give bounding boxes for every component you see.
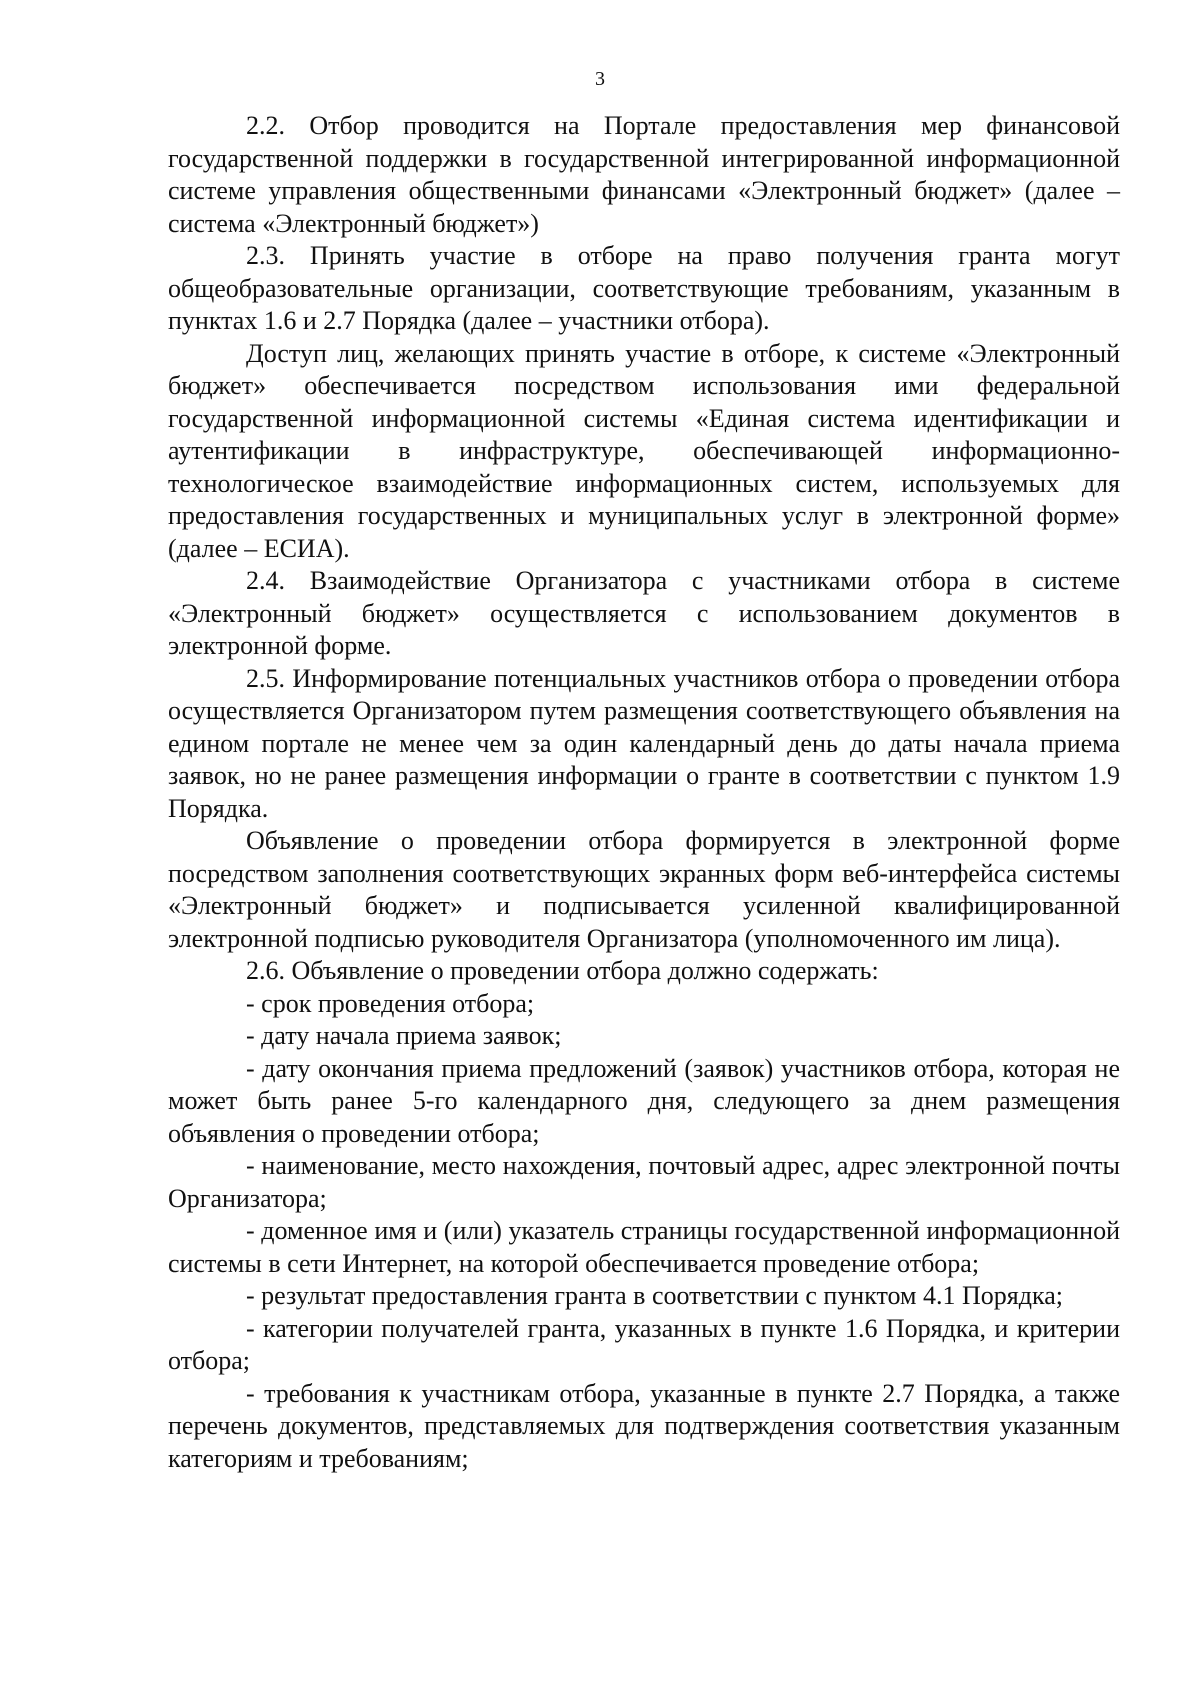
list-item: - доменное имя и (или) указатель страницы государственной информационной системы в сети Интернет, на которой обеспечивается проведение отбора; [168, 1216, 1120, 1278]
paragraph-esia-access: Доступ лиц, желающих принять участие в отборе, к системе «Электронный бюджет» обеспечивается посредством использования ими федеральной государственной информационной системы «Единая система идентификации и аутентификации в инфраструктуре, обеспечивающей информационно-технологическое взаимодействие информационных систем, используемых для предоставления государственных и муниципальных услуг в электронной форме» (далее – ЕСИА). [168, 338, 1120, 563]
list-item: - срок проведения отбора; [246, 988, 535, 1018]
list-item: - наименование, место нахождения, почтовый адрес, адрес электронной почты Организатора; [168, 1151, 1120, 1213]
paragraph-2-6: 2.6. Объявление о проведении отбора должно содержать: [246, 956, 879, 985]
paragraph-announcement-form: Объявление о проведении отбора формируется в электронной форме посредством заполнения соответствующих экранных форм веб-интерфейса системы «Электронный бюджет» и подписывается усиленной квалифицированной электронной подписью руководителя Организатора (уполномоченного им лица). [168, 826, 1120, 953]
paragraph-2-4: 2.4. Взаимодействие Организатора с участниками отбора в системе «Электронный бюджет» осуществляется с использованием документов в электронной форме. [168, 566, 1120, 660]
list-item: - требования к участникам отбора, указанные в пункте 2.7 Порядка, а также перечень документов, представляемых для подтверждения соответствия указанным категориям и требованиям; [168, 1378, 1120, 1473]
page-number: 3 [595, 68, 605, 90]
document-body [168, 110, 1120, 1475]
paragraph-2-5: 2.5. Информирование потенциальных участников отбора о проведении отбора осуществляется Организатором путем размещения соответствующего объявления на едином портале не менее чем за один календарный день до даты начала приема заявок, но не ранее размещения информации о гранте в соответствии с пунктом 1.9 Порядка. [168, 663, 1120, 823]
list-item: - дату окончания приема предложений (заявок) участников отбора, которая не может быть ранее 5-го календарного дня, следующего за днем размещения объявления о проведении отбора; [168, 1053, 1120, 1148]
paragraph-2-3: 2.3. Принять участие в отборе на право получения гранта могут общеобразовательные организации, соответствующие требованиям, указанным в пунктах 1.6 и 2.7 Порядка (далее – участники отбора). [168, 241, 1120, 335]
list-item: - дату начала приема заявок; [246, 1021, 562, 1050]
list-item: - категории получателей гранта, указанных в пункте 1.6 Порядка, и критерии отбора; [168, 1313, 1120, 1375]
paragraph-2-2: 2.2. Отбор проводится на Портале предоставления мер финансовой государственной поддержки в государственной интегрированной информационной системе управления общественными финансами «Электронный бюджет» (далее – система «Электронный бюджет») [168, 111, 1120, 238]
list-item: - результат предоставления гранта в соответствии с пунктом 4.1 Порядка; [246, 1281, 1063, 1310]
